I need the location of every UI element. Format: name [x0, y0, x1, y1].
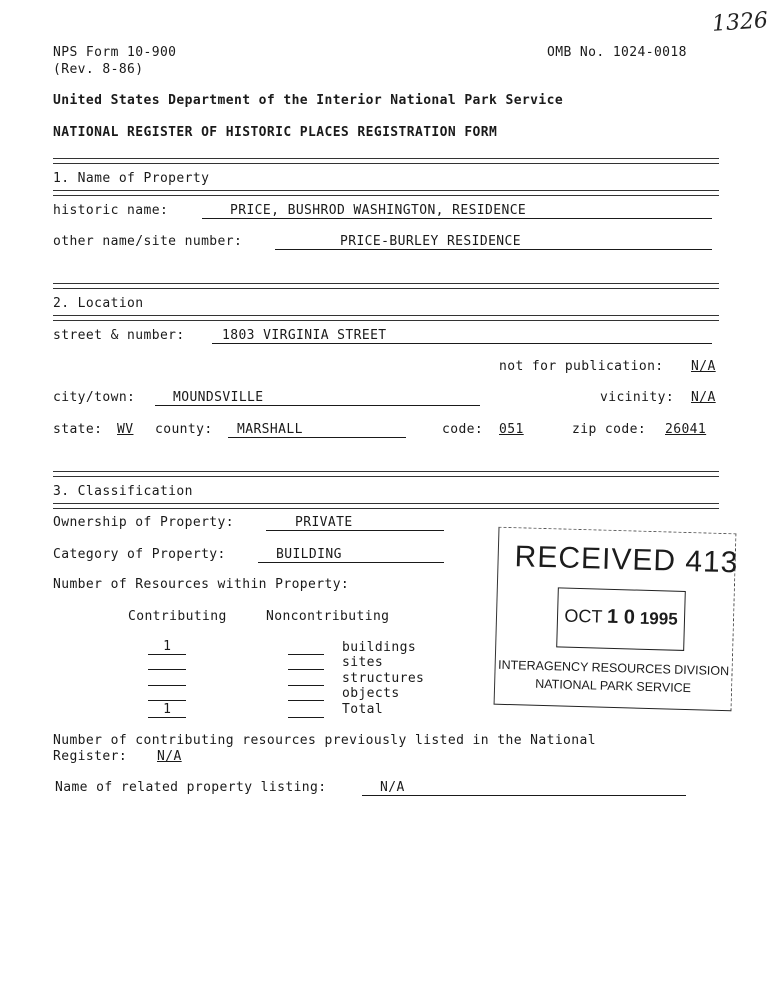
state-value: WV	[117, 422, 134, 437]
section-1-heading: 1. Name of Property	[53, 171, 210, 186]
ownership-line	[266, 530, 444, 531]
stamp-received-text: RECEIVED 413	[514, 540, 739, 580]
stamp-date	[558, 604, 685, 631]
vicinity-label: vicinity:	[600, 390, 675, 405]
contributing-buildings: 1	[163, 639, 171, 654]
contributing-line	[148, 685, 186, 686]
noncontributing-header: Noncontributing	[266, 609, 390, 624]
related-listing-label: Name of related property listing:	[55, 780, 327, 795]
contributing-header: Contributing	[128, 609, 227, 624]
zip-label: zip code:	[572, 422, 647, 437]
section-divider	[53, 315, 719, 321]
category-line	[258, 562, 444, 563]
noncontributing-line	[288, 700, 324, 701]
not-for-publication-value: N/A	[691, 359, 716, 374]
code-value: 051	[499, 422, 524, 437]
city-value: MOUNDSVILLE	[173, 390, 264, 405]
form-title: NATIONAL REGISTER OF HISTORIC PLACES REGISTRATION FORM	[53, 125, 498, 140]
related-listing-line	[362, 795, 686, 796]
resources-label: Number of Resources within Property:	[53, 577, 350, 592]
other-name-line	[275, 249, 712, 250]
city-line	[155, 405, 480, 406]
contributing-line	[148, 669, 186, 670]
resource-label-buildings: buildings	[342, 640, 417, 655]
other-name-label: other name/site number:	[53, 234, 243, 249]
county-value: MARSHALL	[237, 422, 303, 437]
street-value: 1803 VIRGINIA STREET	[222, 328, 387, 343]
previously-listed-label-line2: Register:	[53, 749, 128, 764]
other-name-value: PRICE-BURLEY RESIDENCE	[340, 234, 521, 249]
section-divider	[53, 503, 719, 509]
department-title: United States Department of the Interior National Park Service	[53, 93, 564, 108]
section-divider	[53, 190, 719, 196]
stamp-date-box	[556, 587, 686, 651]
noncontributing-line	[288, 669, 324, 670]
state-label: state:	[53, 422, 103, 437]
category-value: BUILDING	[276, 547, 342, 562]
noncontributing-line	[288, 685, 324, 686]
contributing-line	[148, 700, 186, 701]
category-label: Category of Property:	[53, 547, 226, 562]
contributing-total: 1	[163, 702, 171, 717]
related-listing-value: N/A	[380, 780, 405, 795]
zip-value: 26041	[665, 422, 707, 437]
section-divider	[53, 158, 719, 164]
section-2-heading: 2. Location	[53, 296, 144, 311]
resource-label-objects: objects	[342, 686, 400, 701]
ownership-label: Ownership of Property:	[53, 515, 234, 530]
resource-label-structures: structures	[342, 671, 425, 686]
historic-name-line	[202, 218, 712, 219]
code-label: code:	[442, 422, 484, 437]
historic-name-label: historic name:	[53, 203, 169, 218]
ownership-value: PRIVATE	[295, 515, 353, 530]
section-divider	[53, 283, 719, 289]
stamp-agency: NATIONAL PARK SERVICE	[535, 676, 692, 696]
stamp-division: INTERAGENCY RESOURCES DIVISION	[497, 657, 730, 679]
form-revision: (Rev. 8-86)	[53, 62, 144, 77]
stamp-date-day: 1 0	[606, 605, 636, 629]
stamp-date-year: 1995	[639, 608, 678, 629]
county-line	[228, 437, 406, 438]
noncontributing-line	[288, 717, 324, 718]
previously-listed-label: Number of contributing resources previously listed in the National	[53, 733, 596, 748]
handwritten-number: 1326	[711, 8, 769, 37]
form-number: NPS Form 10-900	[53, 45, 177, 60]
previously-listed-value: N/A	[157, 749, 182, 764]
street-line	[212, 343, 712, 344]
contributing-line	[148, 654, 186, 655]
section-divider	[53, 471, 719, 477]
vicinity-value: N/A	[691, 390, 716, 405]
street-label: street & number:	[53, 328, 185, 343]
noncontributing-line	[288, 654, 324, 655]
resource-label-sites: sites	[342, 655, 384, 670]
contributing-line	[148, 717, 186, 718]
omb-number: OMB No. 1024-0018	[547, 45, 687, 60]
resource-label-total: Total	[342, 702, 384, 717]
not-for-publication-label: not for publication:	[499, 359, 664, 374]
section-3-heading: 3. Classification	[53, 484, 193, 499]
county-label: county:	[155, 422, 213, 437]
received-stamp	[494, 527, 737, 712]
city-label: city/town:	[53, 390, 136, 405]
stamp-date-month: OCT	[564, 605, 603, 627]
historic-name-value: PRICE, BUSHROD WASHINGTON, RESIDENCE	[230, 203, 527, 218]
